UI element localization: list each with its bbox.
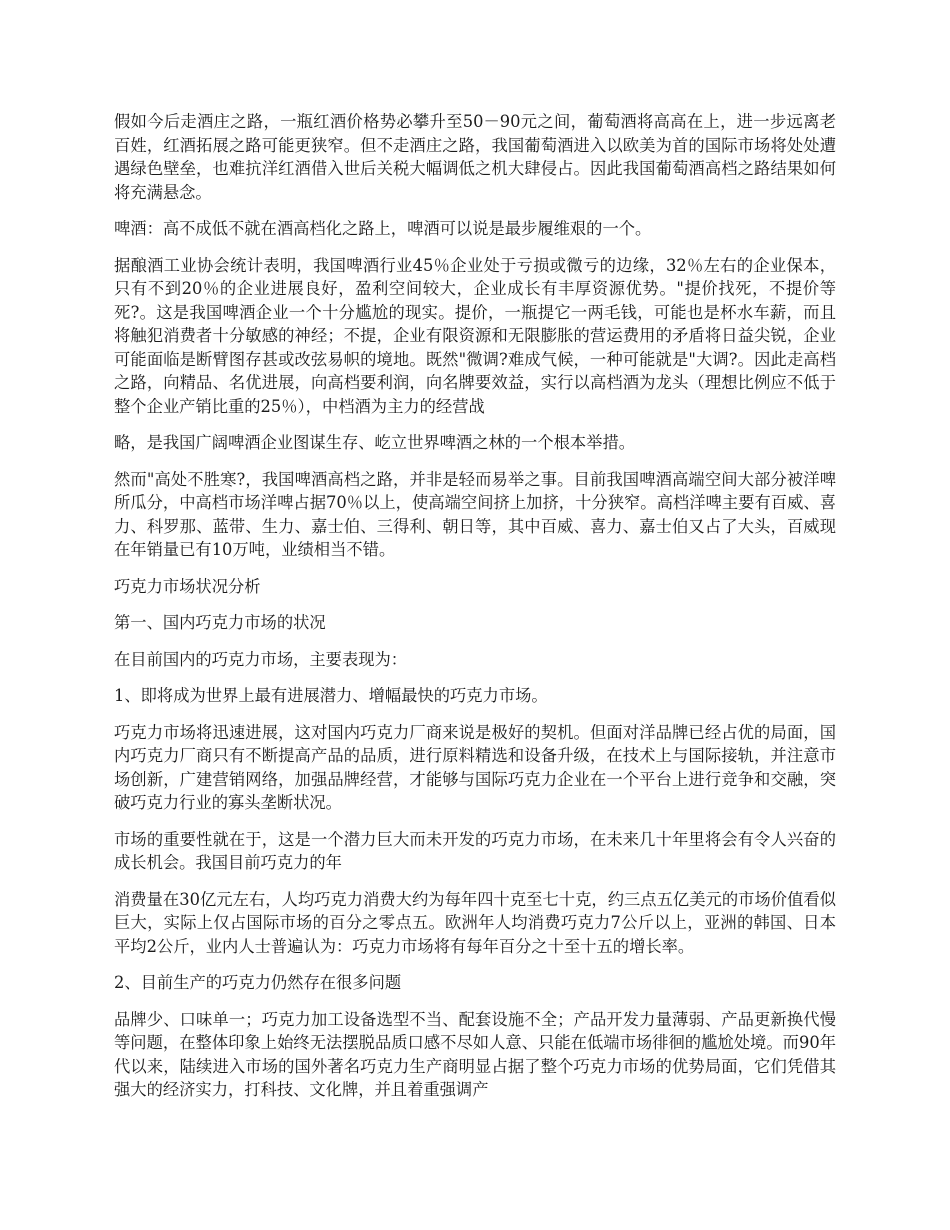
paragraph-chocolate-problems: 品牌少、口味单一；巧克力加工设备选型不当、配套设施不全；产品开发力量薄弱、产品更新换代慢等问题，在整体印象上始终无法摆脱品质口感不尽如人意、只能在低端市场徘徊的尴尬处境。而90年代以来，陆续进入市场的国外著名巧克力生产商明显占据了整个巧克力市场的优势局面，它们凭借其强大的经济实力，打科技、文化牌，并且着重强调产 bbox=[114, 1009, 836, 1099]
heading-point-1: 1、即将成为世界上最有进展潜力、增幅最快的巧克力市场。 bbox=[114, 686, 548, 705]
paragraph-wine-luxury-path: 假如今后走酒庄之路，一瓶红酒价格势必攀升至50－90元之间，葡萄酒将高高在上，进一步远离老百姓，红酒拓展之路可能更狭窄。但不走酒庄之路，我国葡萄酒进入以欧美为首的国际市场将处处遭遇绿色壁垒，也难抗洋红酒借入世后关税大幅调低之机大肆侵占。因此我国葡萄酒高档之路结果如何将充满悬念。 bbox=[114, 112, 836, 202]
paragraph-beer-foreign-brands: 然而"高处不胜寒?，我国啤酒高档之路，并非是轻而易举之事。目前我国啤酒高端空间大部分被洋啤所瓜分，中高档市场洋啤占据70％以上，使高端空间挤上加挤，十分狭窄。高档洋啤主要有百威、喜力、科罗那、蓝带、生力、嘉士伯、三得利、朝日等，其中百威、喜力、嘉士伯又占了大头，百威现在年销量已有10万吨，业绩相当不错。 bbox=[114, 469, 836, 559]
paragraph-beer-intro: 啤酒：高不成低不就在酒高档化之路上，啤酒可以说是最步履维艰的一个。 bbox=[114, 219, 652, 238]
paragraph-beer-statistics: 据酿酒工业协会统计表明，我国啤酒行业45％企业处于亏损或微亏的边缘，32％左右的企业保本，只有不到20％的企业进展良好，盈利空间较大，企业成长有丰厚资源优势。"提价找死，不提价等死?。这是我国啤酒企业一个十分尴尬的现实。提价，一瓶提它一两毛钱，可能也是杯水车薪，而且将触犯消费者十分敏感的神经；不提，企业有限资源和无限膨胀的营运费用的矛盾将日益尖锐，企业可能面临是断臂图存甚或改弦易帜的境地。既然"微调?难成气候，一种可能就是"大调?。因此走高档之路，向精品、名优进展，向高档要利润，向名牌要效益，实行以高档酒为龙头（理想比例应不低于整个企业产销比重的25％），中档酒为主力的经营战 bbox=[114, 255, 836, 416]
heading-point-2: 2、目前生产的巧克力仍然存在很多问题 bbox=[114, 973, 402, 992]
paragraph-consumption-figures: 消费量在30亿元左右，人均巧克力消费大约为每年四十克至七十克，约三点五亿美元的市场价值看似巨大，实际上仅占国际市场的百分之零点五。欧洲年人均消费巧克力7公斤以上，亚洲的韩国、日本平均2公斤，业内人士普遍认为：巧克力市场将有每年百分之十至十五的增长率。 bbox=[114, 889, 836, 956]
paragraph-market-importance: 市场的重要性就在于，这是一个潜力巨大而未开发的巧克力市场，在未来几十年里将会有令人兴奋的成长机会。我国目前巧克力的年 bbox=[114, 829, 836, 872]
paragraph-beer-strategy: 略，是我国广阔啤酒企业图谋生存、屹立世界啤酒之林的一个根本举措。 bbox=[114, 433, 636, 452]
heading-domestic-chocolate-market: 第一、国内巧克力市场的状况 bbox=[114, 613, 326, 632]
paragraph-market-intro: 在目前国内的巧克力市场，主要表现为： bbox=[114, 649, 408, 669]
heading-chocolate-market: 巧克力市场状况分析 bbox=[114, 576, 261, 596]
paragraph-chocolate-opportunity: 巧克力市场将迅速进展，这对国内巧克力厂商来说是极好的契机。但面对洋品牌已经占优的局面，国内巧克力厂商只有不断提高产品的品质，进行原料精选和设备升级，在技术上与国际接轨，并注意市场创新，广建营销网络，加强品牌经营，才能够与国际巧克力企业在一个平台上进行竞争和交融，突破巧克力行业的寡头垄断状况。 bbox=[114, 722, 836, 812]
